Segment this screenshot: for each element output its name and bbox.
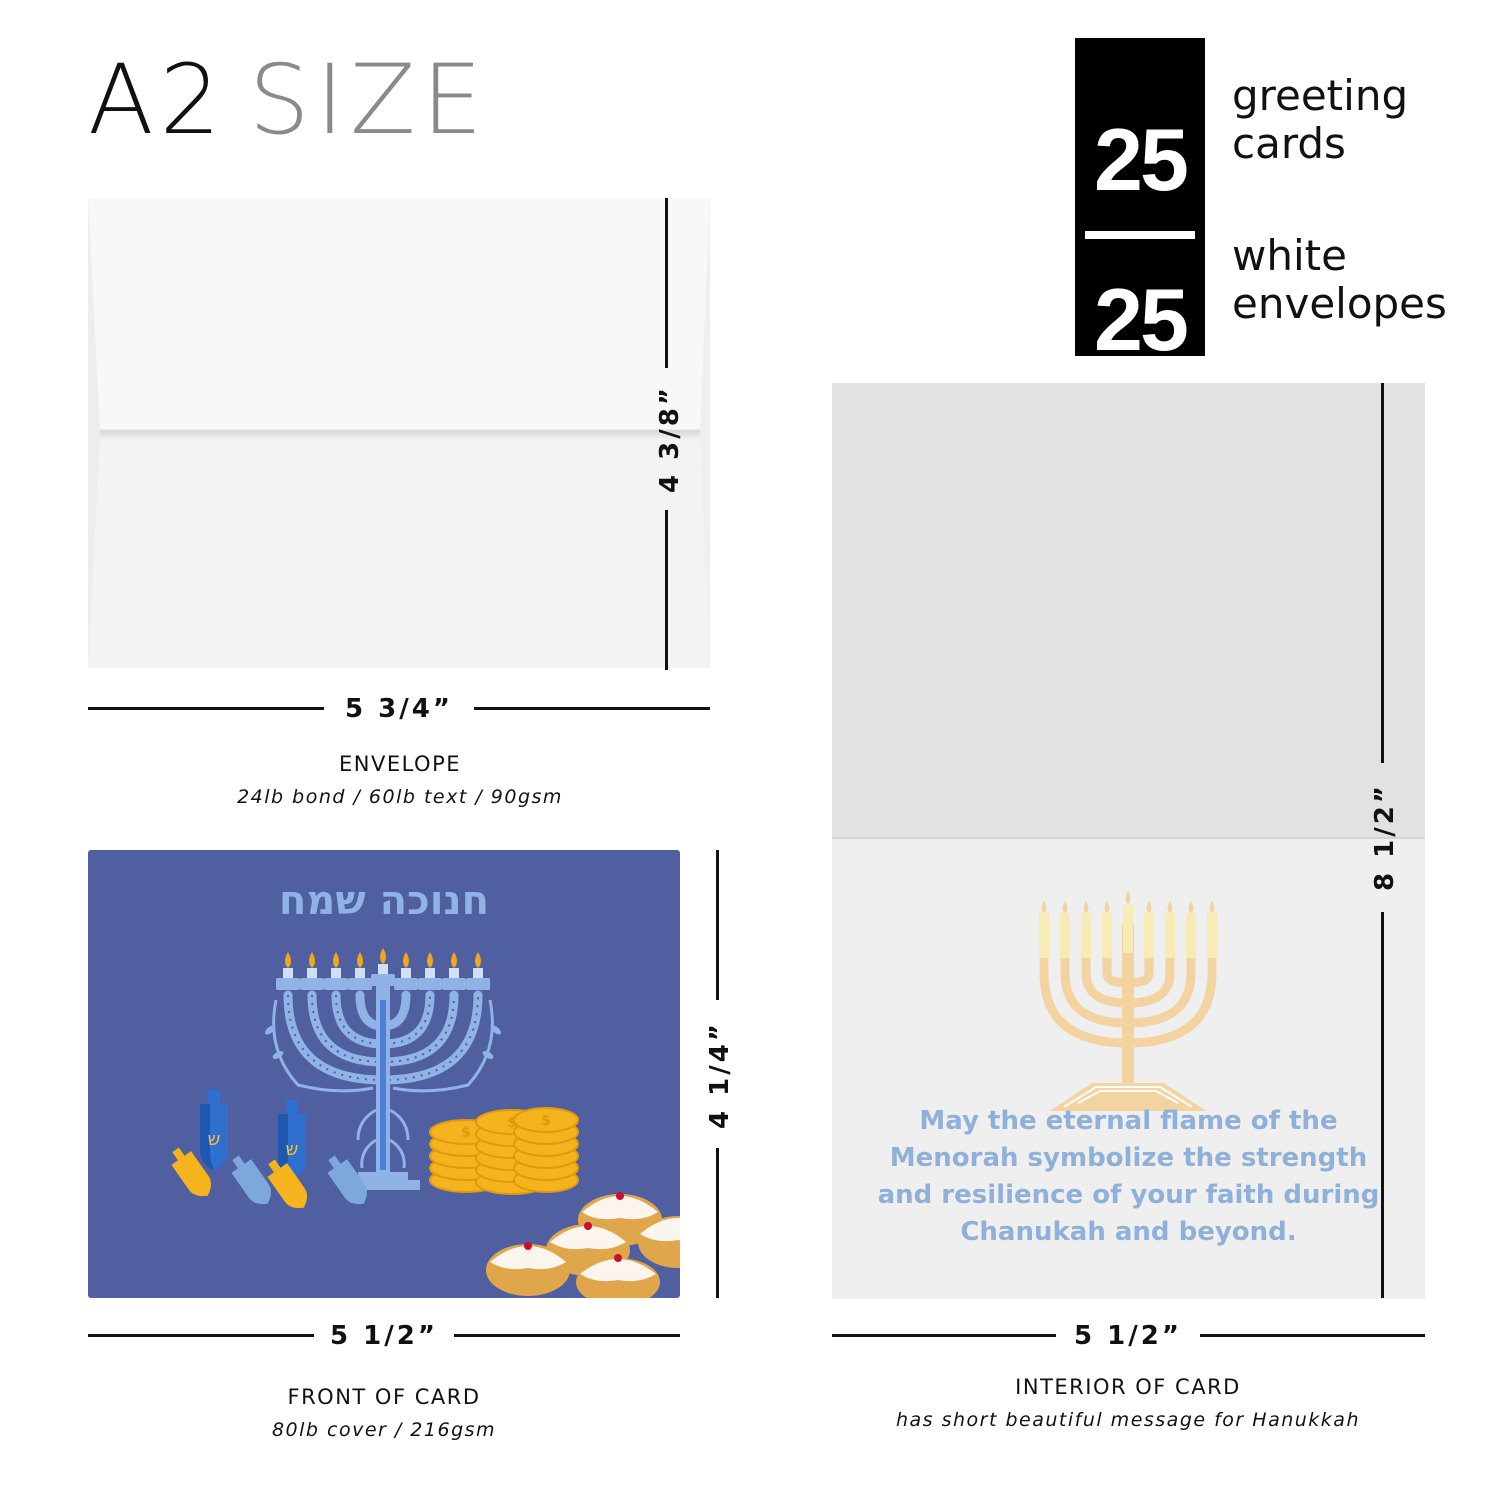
envelope-caption: ENVELOPE [338, 752, 462, 776]
title-main: A2 [88, 44, 227, 156]
interior-width-line-left [832, 1334, 1056, 1337]
cards-count: 25 [1094, 110, 1186, 209]
interior-width-line-right [1200, 1334, 1425, 1337]
envelope-width-label: 5 3/4” [345, 694, 453, 724]
envelope-width-line-left [88, 707, 324, 710]
interior-message: May the eternal flame of the Menorah symbolize the strength and resilience of your faith during Chanukah and beyond. [877, 1106, 1380, 1247]
envelopes-count: 25 [1094, 270, 1186, 369]
front-width-line-left [88, 1334, 314, 1337]
envelope-flap-art [88, 198, 710, 668]
hanukkah-illustration [88, 850, 680, 1298]
interior-spec: has short beautiful message for Hanukkah [895, 1409, 1360, 1431]
card-front-image [88, 850, 680, 1298]
front-width-label: 5 1/2” [330, 1321, 438, 1351]
front-width-line-right [454, 1334, 680, 1337]
page-title [88, 44, 489, 156]
front-caption: FRONT OF CARD [287, 1385, 481, 1409]
envelopes-count-label: white envelopes [1232, 231, 1447, 328]
svg-text:ש: ש [285, 1139, 299, 1160]
coin-stack-icon [430, 1108, 578, 1194]
envelope-spec: 24lb bond / 60lb text / 90gsm [237, 786, 563, 808]
envelope-image [88, 198, 710, 668]
interior-height-line-top [1381, 383, 1384, 763]
svg-text:$: $ [507, 1115, 517, 1131]
count-divider [1085, 231, 1195, 239]
hebrew-greeting: חנוכה שמח [278, 878, 490, 924]
svg-text:ש: ש [207, 1129, 221, 1150]
count-box [1075, 38, 1205, 369]
donut-icon [486, 1192, 680, 1298]
dreidel-icon [166, 1090, 374, 1215]
card-interior-image [832, 383, 1425, 1299]
front-height-label: 4 1/4” [705, 1021, 735, 1129]
interior-caption: INTERIOR OF CARD [1015, 1375, 1241, 1399]
interior-width-label: 5 1/2” [1074, 1321, 1182, 1351]
svg-text:$: $ [541, 1113, 551, 1129]
svg-text:$: $ [461, 1125, 471, 1141]
title-accent: SIZE [248, 44, 489, 156]
envelope-height-label: 4 3/8” [655, 385, 685, 493]
envelope-width-line-right [474, 707, 710, 710]
front-spec: 80lb cover / 216gsm [271, 1419, 497, 1441]
interior-height-line-bottom [1381, 912, 1384, 1298]
interior-height-label: 8 1/2” [1370, 783, 1400, 891]
cards-count-label: greeting cards [1232, 71, 1409, 168]
